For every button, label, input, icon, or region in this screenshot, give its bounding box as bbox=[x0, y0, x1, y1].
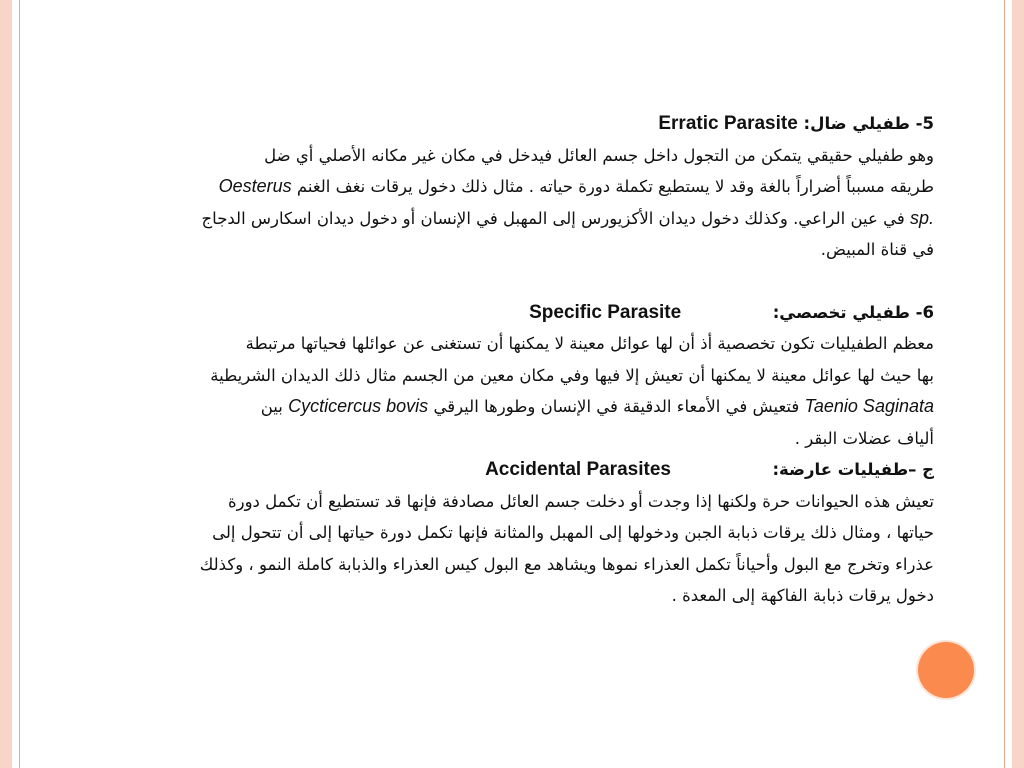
erratic-line-3 bbox=[58, 203, 934, 235]
latin-oesterus: Oesterus bbox=[218, 176, 292, 196]
heading-erratic bbox=[58, 108, 934, 140]
erratic-line-2-text: طريقه مسبباً أضراراً بالغة وقد لا يستطيع تكملة دورة حياته . مثال ذلك دخول يرقات نغف الغنم bbox=[296, 177, 934, 196]
specific-line-3-text: فتعيش في الأمعاء الدقيقة في الإنسان وطورها اليرقي bbox=[433, 397, 800, 416]
heading-accidental-en: Accidental Parasites bbox=[485, 459, 671, 480]
latin-sp: sp. bbox=[909, 207, 934, 228]
erratic-line-4: في قناة المبيض. bbox=[820, 240, 934, 259]
frame-line-left bbox=[19, 0, 20, 768]
latin-cysticercus: Cycticercus bovis bbox=[288, 396, 429, 416]
erratic-line-1: وهو طفيلي حقيقي يتمكن من التجول داخل جسم العائل فيدخل في مكان غير مكانه الأصلي أي ضل bbox=[264, 145, 934, 165]
heading-specific bbox=[58, 297, 934, 329]
heading-accidental bbox=[58, 454, 934, 486]
heading-accidental-ar: ج –طفيليات عارضة: bbox=[772, 460, 934, 479]
specific-line-4: ألياف عضلات البقر . bbox=[794, 428, 934, 448]
accidental-line-1: تعيش هذه الحيوانات حرة ولكنها إذا وجدت أو دخلت جسم العائل مصادفة فإنها قد تستطيع أن تكمل دورة bbox=[227, 491, 934, 511]
decorative-circle bbox=[918, 642, 974, 698]
specific-line-2: بها حيث لها عوائل معينة لا يمكنها أن تعيش إلا فيها وفي مكان معين من الجسم مثال ذلك الديدان الشريطية bbox=[210, 365, 934, 385]
frame-line-right bbox=[1004, 0, 1005, 768]
specific-line-3 bbox=[58, 391, 934, 423]
specific-line-3-end: بين bbox=[260, 397, 283, 416]
section-gap bbox=[58, 266, 934, 297]
accidental-line-2: حياتها ، ومثال ذلك يرقات ذبابة الجبن ودخولها إلى المهبل والمثانة فإنها تكمل دورة حياتها إلى أن تتحول إلى bbox=[212, 523, 934, 542]
slide-content bbox=[58, 108, 934, 612]
heading-specific-ar: 6- طفيلي تخصصي: bbox=[772, 302, 934, 322]
erratic-line-3-text: في عين الراعي. وكذلك دخول ديدان الأكزيورس إلى المهبل في الإنسان أو دخول ديدان اسكارس الدجاج bbox=[201, 208, 905, 228]
latin-taenia: Taenio Saginata bbox=[804, 396, 934, 416]
heading-erratic-ar: 5- طفيلي ضال: bbox=[803, 114, 934, 133]
heading-specific-en: Specific Parasite bbox=[529, 301, 682, 323]
accidental-line-4: دخول يرقات ذبابة الفاكهة إلى المعدة . bbox=[671, 586, 934, 605]
erratic-line-2 bbox=[58, 171, 934, 203]
specific-line-1: معظم الطفيليات تكون تخصصية أذ أن لها عوائل معينة لا يمكنها أن تستغنى عن عوائلها فحياتها مرتبطة bbox=[245, 334, 934, 353]
heading-erratic-en: Erratic Parasite bbox=[658, 113, 798, 134]
accidental-line-3: عذراء وتخرج مع البول وأحياناً تكمل العذراء نموها ويشاهد مع البول كيس العذراء والذبابة كاملة النمو ، وكذلك bbox=[199, 554, 934, 574]
